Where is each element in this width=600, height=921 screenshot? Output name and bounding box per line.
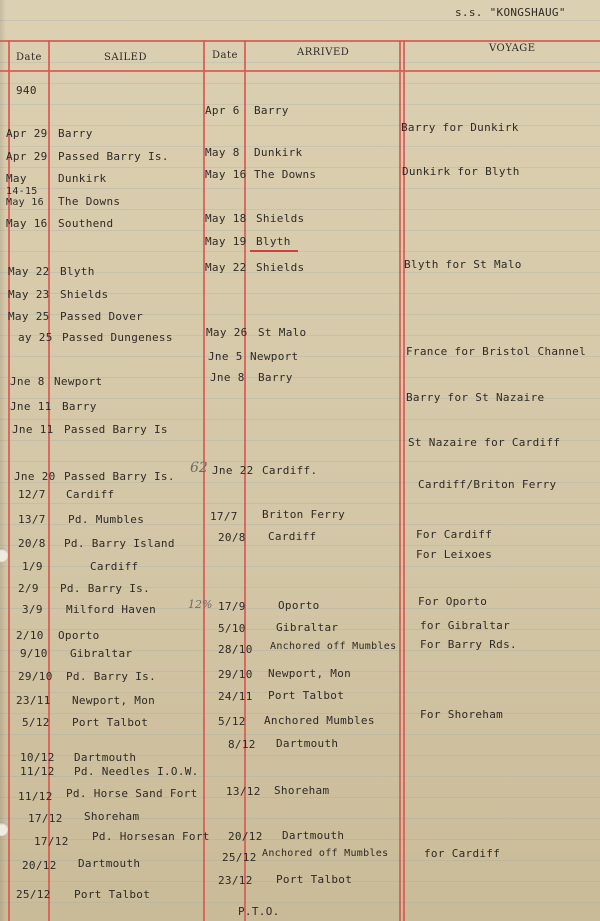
sailed-date: 25/12 <box>16 888 51 901</box>
voyage-entry: Barry for St Nazaire <box>406 391 545 404</box>
sailed-date: 1/9 <box>22 560 43 573</box>
arrived-place: Blyth <box>256 235 291 248</box>
arrived-place: Oporto <box>278 599 320 612</box>
sailed-place: Pd. Horse Sand Fort <box>66 787 198 800</box>
page-turn-note: P.T.O. <box>238 905 280 918</box>
arrived-place: Cardiff <box>268 530 317 543</box>
sailed-place: Passed Barry Is. <box>58 150 169 163</box>
arrived-place: Gibraltar <box>276 621 339 634</box>
arrived-date: 5/12 <box>218 715 246 728</box>
header-top-rule <box>0 40 600 42</box>
arrived-place: Anchored off Mumbles <box>270 641 397 652</box>
sailed-place: Southend <box>58 217 114 230</box>
sailed-place: Shields <box>60 288 109 301</box>
voyage-entry: St Nazaire for Cardiff <box>408 436 561 449</box>
arrived-place: Barry <box>258 371 293 384</box>
sailed-place: Dartmouth <box>78 857 141 870</box>
sailed-date: 17/12 <box>28 812 63 825</box>
sailed-place: Oporto <box>58 629 100 642</box>
arrived-date: Jne 22 <box>212 464 254 477</box>
arrived-date: 29/10 <box>218 668 253 681</box>
sailed-date: 11/12 <box>18 790 53 803</box>
sailed-date: 9/10 <box>20 647 48 660</box>
voyage-entry: Dunkirk for Blyth <box>402 165 520 178</box>
sailed-date: 20/8 <box>18 537 46 550</box>
sailed-date: May 16 <box>6 217 48 230</box>
arrived-place: Anchored off Mumbles <box>262 848 389 859</box>
sailed-date: 14-15 May 16 <box>6 186 44 208</box>
blyth-underline <box>250 250 298 252</box>
punch-hole <box>0 822 8 836</box>
header-arrived: ARRIVED <box>297 47 350 58</box>
sailed-date: 29/10 <box>18 670 53 683</box>
sailed-place: Dunkirk <box>58 172 107 185</box>
arrived-place: Port Talbot <box>268 689 345 702</box>
sailed-place: Barry <box>58 127 93 140</box>
arrived-place: Shields <box>256 261 305 274</box>
sailed-place: Passed Barry Is. <box>64 470 175 483</box>
arrived-date: Jne 8 <box>210 371 245 384</box>
voyage-entry: For Cardiff <box>416 528 493 541</box>
arrived-date: 23/12 <box>218 874 253 887</box>
arrived-date: Jne 5 <box>208 350 243 363</box>
arrived-date: 20/12 <box>228 830 263 843</box>
sailed-place: Pd. Barry Island <box>64 537 175 550</box>
header-date-sailed: Date <box>16 52 42 63</box>
sailed-date: 5/12 <box>22 716 50 729</box>
sailed-date: May 23 <box>8 288 50 301</box>
col-rule-5 <box>399 40 401 921</box>
sailed-place: Newport <box>54 375 103 388</box>
sailed-date: Jne 8 <box>10 375 45 388</box>
header-bottom-rule <box>0 70 600 72</box>
sailed-place: The Downs <box>58 195 121 208</box>
sailed-place: Milford Haven <box>66 603 156 616</box>
sailed-place: Cardiff <box>90 560 139 573</box>
arrived-place: Newport, Mon <box>268 667 352 680</box>
ship-title: s.s. "KONGSHAUG" <box>455 6 566 19</box>
arrived-date: 5/10 <box>218 622 246 635</box>
arrived-place: Dunkirk <box>254 146 303 159</box>
sailed-place: Pd. Barry Is. <box>66 670 156 683</box>
sailed-date: Jne 11 <box>12 423 54 436</box>
sailed-date: May 25 <box>8 310 50 323</box>
voyage-entry: For Barry Rds. <box>420 638 517 651</box>
sailed-place: Shoreham <box>84 810 140 823</box>
arrived-date: May 8 <box>205 146 240 159</box>
arrived-date: May 18 <box>205 212 247 225</box>
voyage-entry: for Cardiff <box>424 847 501 860</box>
arrived-date: 25/12 <box>222 851 257 864</box>
sailed-date: Jne 11 <box>10 400 52 413</box>
voyage-entry: For Oporto <box>418 595 488 608</box>
pencil-note: 62 <box>190 460 208 476</box>
arrived-place: Anchored Mumbles <box>264 714 375 727</box>
arrived-date: 20/8 <box>218 531 246 544</box>
sailed-place: Port Talbot <box>72 716 149 729</box>
sailed-date: Apr 29 <box>6 150 48 163</box>
sailed-place: Passed Dungeness <box>62 331 173 344</box>
arrived-place: Briton Ferry <box>262 508 346 521</box>
sailed-place: Newport, Mon <box>72 694 156 707</box>
voyage-entry: Blyth for St Malo <box>404 258 522 271</box>
arrived-place: Dartmouth <box>282 829 345 842</box>
sailed-date: Apr 29 <box>6 127 48 140</box>
sailed-place: Pd. Needles I.O.W. <box>74 765 199 778</box>
sailed-place: Passed Dover <box>60 310 144 323</box>
voyage-entry: Cardiff/Briton Ferry <box>418 478 557 491</box>
sailed-date: 12/7 <box>18 488 46 501</box>
arrived-date: 24/11 <box>218 690 253 703</box>
arrived-date: 8/12 <box>228 738 256 751</box>
voyage-entry: For Shoreham <box>420 708 504 721</box>
arrived-date: 13/12 <box>226 785 261 798</box>
sailed-date: 3/9 <box>22 603 43 616</box>
arrived-date: May 19 <box>205 235 247 248</box>
arrived-place: St Malo <box>258 326 307 339</box>
arrived-date: May 22 <box>205 261 247 274</box>
header-voyage: VOYAGE <box>489 43 536 54</box>
sailed-place: Pd. Mumbles <box>68 513 145 526</box>
arrived-date: 28/10 <box>218 643 253 656</box>
arrived-date: 17/9 <box>218 600 246 613</box>
sailed-place: Dartmouth <box>74 751 137 764</box>
sailed-place: Barry <box>62 400 97 413</box>
sailed-date: Jne 20 <box>14 470 56 483</box>
sailed-place: Gibraltar <box>70 647 133 660</box>
arrived-place: Barry <box>254 104 289 117</box>
pencil-note: 12% <box>188 598 213 611</box>
sailed-date: 2/10 <box>16 629 44 642</box>
voyage-entry: for Gibraltar <box>420 619 510 632</box>
sailed-date: 10/12 <box>20 751 55 764</box>
sailed-date: 13/7 <box>18 513 46 526</box>
sailed-place: Cardiff <box>66 488 115 501</box>
voyage-entry: France for Bristol Channel <box>406 345 586 358</box>
sailed-date: 17/12 <box>34 835 69 848</box>
arrived-date: May 16 <box>205 168 247 181</box>
sailed-date: May <box>6 172 27 185</box>
header-date-arrived: Date <box>212 50 238 61</box>
voyage-entry: For Leixoes <box>416 548 493 561</box>
sailed-date: 11/12 <box>20 765 55 778</box>
sailed-date: 23/11 <box>16 694 51 707</box>
sailed-place: Blyth <box>60 265 95 278</box>
sailed-date: ay 25 <box>18 331 53 344</box>
sailed-place: Pd. Barry Is. <box>60 582 150 595</box>
sailed-date: 2/9 <box>18 582 39 595</box>
voyage-entry: Barry for Dunkirk <box>401 121 519 134</box>
arrived-place: Shields <box>256 212 305 225</box>
arrived-place: Shoreham <box>274 784 330 797</box>
arrived-place: Cardiff. <box>262 464 318 477</box>
sailed-place: Pd. Horsesan Fort <box>92 830 210 843</box>
sailed-place: Passed Barry Is <box>64 423 168 436</box>
arrived-date: Apr 6 <box>205 104 240 117</box>
sailed-date: May 22 <box>8 265 50 278</box>
arrived-date: 17/7 <box>210 510 238 523</box>
arrived-place: Dartmouth <box>276 737 339 750</box>
header-sailed: SAILED <box>104 52 147 63</box>
sailed-place: Port Talbot <box>74 888 151 901</box>
sailed-date: 20/12 <box>22 859 57 872</box>
punch-hole <box>0 548 8 562</box>
arrived-date: May 26 <box>206 326 248 339</box>
arrived-place: The Downs <box>254 168 317 181</box>
year-label: 940 <box>16 84 37 97</box>
arrived-place: Newport <box>250 350 299 363</box>
arrived-place: Port Talbot <box>276 873 353 886</box>
